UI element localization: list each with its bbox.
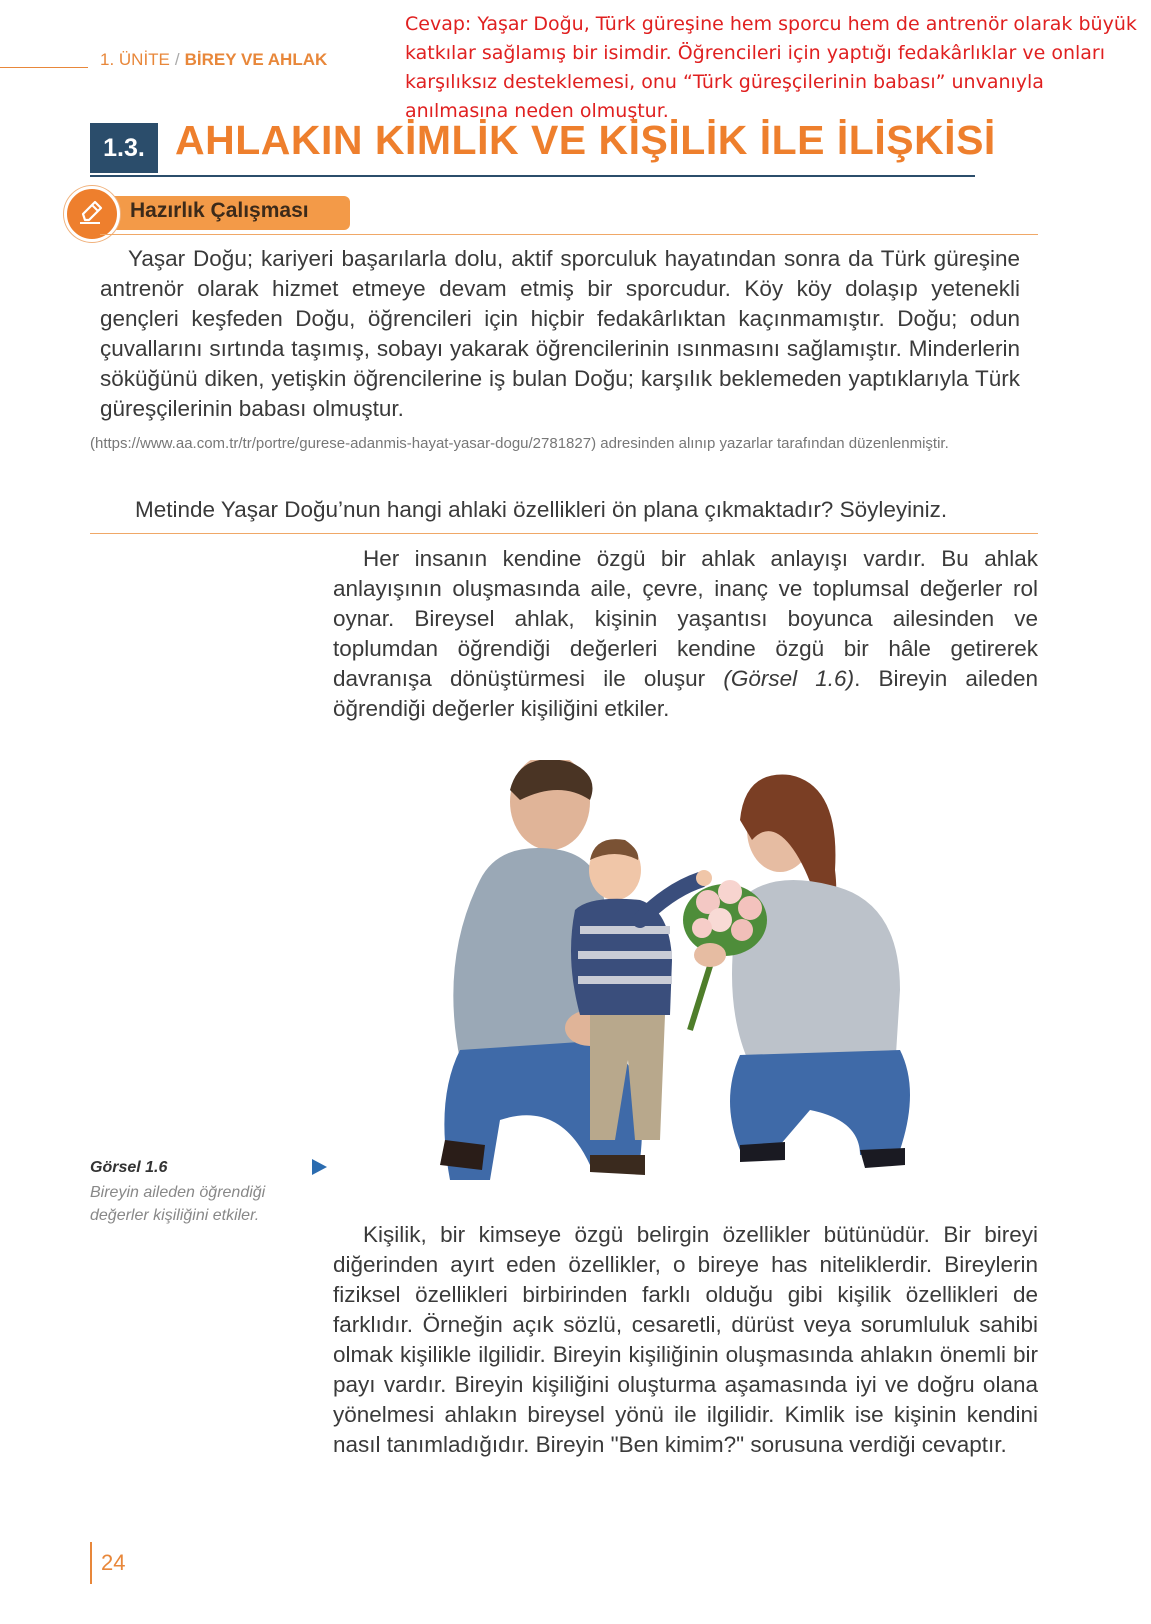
prep-paragraph: Yaşar Doğu; kariyeri başarılarla dolu, aktif sporculuk hayatından sonra da Türk güreşine antrenör olarak hizmet etmeye devam etmiş bir sporcudur. Köy köy dolaşıp yetenekli gençleri keşfeden Doğu, öğrencileri için hiçbir fedakârlıktan kaçınmamıştır. Doğu; odun çuvallarını sırtında taşımış, sobayı yakarak öğrencilerinin ısınmasını sağlamıştır. Minderlerin söküğünü diken, yetişkin öğrencilerine iş bulan Doğu; karşılık beklemeden yaptıklarıyla Türk güreşçilerinin babası olmuştur.	[100, 246, 1020, 421]
header-rule	[0, 67, 88, 68]
unit-title: BİREY VE AHLAK	[184, 50, 328, 69]
family-photo	[440, 760, 960, 1210]
prep-question: Metinde Yaşar Doğu’nun hangi ahlaki özellikleri ön plana çıkmaktadır? Söyleyiniz.	[135, 497, 948, 522]
unit-breadcrumb	[100, 50, 327, 70]
body-paragraph-2: Kişilik, bir kimseye özgü belirgin özellikler bütünüdür. Bir bireyi diğerinden ayırt eden özellikler, o bireye has niteliklerdir. Bireylerin fiziksel özellikleri birbirinden farklı olduğu gibi kişilik özellikleri de farklıdır. Örneğin açık sözlü, cesaretli, dürüst veya sorumluluk sahibi olmak kişilikle ilgilidir. Bireyin kişiliğinin oluşmasında ahlakın önemli bir payı vardır. Bireyin kişiliğini oluşturma aşamasında iyi ve doğru olana yönelmesi ahlakın bireysel yönü ile ilgilidir. Kimlik ise kişinin kendini nasıl tanımladığıdır. Bireyin "Ben kimim?" sorusuna verdiği cevaptır.	[333, 1222, 1038, 1457]
source-citation: (https://www.aa.com.tr/tr/portre/gurese-adanmis-hayat-yasar-dogu/2781827) adresinden alınıp yazarlar tarafından düzenlenmiştir.	[90, 435, 949, 452]
unit-number: 1. ÜNİTE	[100, 50, 170, 69]
child-figure	[571, 839, 712, 1140]
figure-reference: (Görsel 1.6)	[723, 666, 855, 691]
section-title-underline	[90, 175, 975, 177]
section-number: 1.3.	[90, 123, 158, 173]
answer-note: Cevap: Yaşar Doğu, Türk güreşine hem sporcu hem de antrenör olarak büyük katkılar sağlamış bir isimdir. Öğrencileri için yaptığı fedakârlıklar ve onları karşılıksız desteklemesi, onu “Türk güreşçilerinin babası” unvanıyla anılmasına neden olmuştur.	[405, 13, 1137, 122]
page-number-rule	[90, 1542, 92, 1584]
body-paragraph-1-text: Her insanın kendine özgü bir ahlak anlayışı vardır. Bu ahlak anlayışının oluşmasında aile, çevre, inanç ve toplumsal değerler rol oynar. Bireysel ahlak, kişinin yaşantısı boyunca ailesinden ve toplumdan öğrendiği değerleri kendine özgü bir hâle getirerek davranışa dönüştürmesi ile oluşur	[333, 546, 1038, 691]
body-paragraph-1-end: . Bireyin aileden öğrendiği değerler kişiliğini etkiler.	[333, 666, 1038, 721]
triangle-right-icon	[312, 1159, 327, 1175]
mother-figure	[730, 775, 910, 1168]
prep-label: Hazırlık Çalışması	[130, 199, 309, 222]
section-title: AHLAKIN KİMLİK VE KİŞİLİK İLE İLİŞKİSİ	[175, 117, 996, 163]
prep-rule	[100, 234, 1038, 235]
figure-caption: Bireyin aileden öğrendiği değerler kişiliğini etkiler.	[90, 1184, 266, 1224]
breadcrumb-separator: /	[174, 50, 180, 69]
body-paragraph-1	[333, 544, 1038, 724]
page-number: 24	[101, 1550, 126, 1575]
question-rule	[90, 533, 1038, 534]
figure-label: Görsel 1.6	[90, 1159, 168, 1176]
